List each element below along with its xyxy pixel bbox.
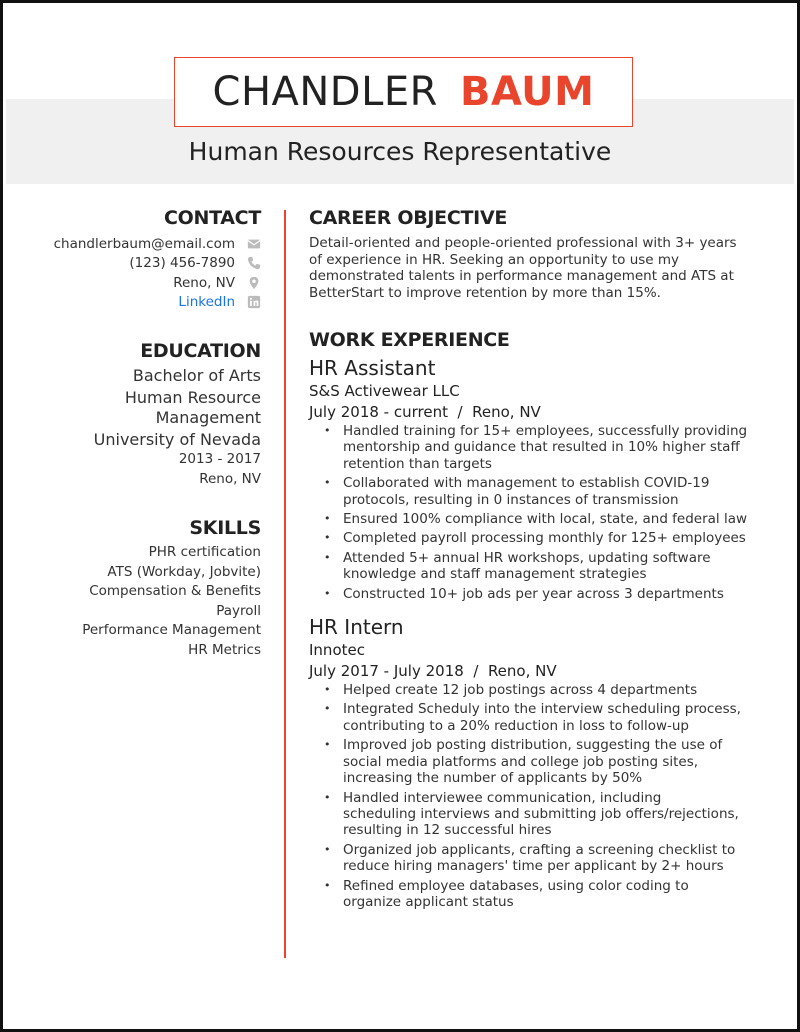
experience-heading: WORK EXPERIENCE — [309, 329, 510, 351]
bullet-item — [324, 423, 779, 472]
education-heading: EDUCATION — [140, 340, 261, 362]
linkedin-link[interactable]: LinkedIn — [178, 294, 235, 311]
skill-item: Performance Management — [82, 622, 261, 638]
bullet-item — [324, 475, 779, 508]
job-dates-location-1: July 2017 - July 2018 / Reno, NV — [309, 662, 557, 681]
objective-text — [309, 235, 779, 301]
objective-line: Detail-oriented and people-oriented professional with 3+ years — [309, 235, 737, 251]
bullet-line: • Refined employee databases, using color coding to — [343, 877, 689, 894]
job-entry — [309, 355, 779, 602]
bullet-line: protocols, resulting in 0 instances of transmission — [343, 491, 679, 508]
objective-line: of experience in HR. Seeking an opportunity to use my — [309, 251, 680, 268]
bullet-item — [324, 550, 779, 583]
first-name: CHANDLER — [212, 69, 438, 115]
email-text[interactable]: chandlerbaum@email.com — [53, 235, 235, 252]
objective-line: demonstrated talents in performance management and ATS at — [309, 268, 734, 284]
contact-phone — [23, 254, 261, 274]
location-text: Reno, NV — [173, 274, 235, 291]
bullet-item — [324, 842, 779, 875]
skill-item: Compensation & Benefits — [89, 583, 261, 599]
bullet-line: • Completed payroll processing monthly for 125+ employees — [343, 530, 746, 547]
bullet-line: • Handled interviewee communication, including — [343, 789, 662, 806]
job-bullets-1 — [324, 682, 779, 910]
bullet-line: increasing the number of applicants by 50% — [343, 770, 643, 787]
bullet-line: • Integrated Scheduly into the interview scheduling process, — [343, 701, 741, 718]
job-dates: July 2018 - current — [309, 403, 448, 421]
objective-heading: CAREER OBJECTIVE — [309, 207, 508, 229]
bullet-line: • Improved job posting distribution, suggesting the use of — [343, 737, 723, 754]
contact-location — [23, 273, 261, 293]
education-years: 2013 - 2017 — [178, 451, 261, 467]
bullet-line: organize applicant status — [343, 893, 514, 910]
linkedin-icon[interactable] — [235, 295, 261, 309]
bullet-line: mentorship and guidance that resulted in 10% higher staff — [343, 439, 740, 456]
bullet-line: • Helped create 12 job postings across 4 departments — [343, 682, 698, 699]
job-title-0: HR Assistant — [309, 356, 436, 380]
bullet-line: resulting in 12 successful hires — [343, 822, 552, 839]
job-entry — [309, 614, 779, 910]
skill-item: ATS (Workday, Jobvite) — [107, 563, 261, 580]
bullet-line: contributing to a 20% reduction in loss to follow-up — [343, 717, 690, 734]
skills-heading: SKILLS — [189, 517, 261, 539]
bullet-item — [324, 878, 779, 911]
skill-item: HR Metrics — [188, 641, 261, 658]
bullet-line: social media platforms and college job posting sites, — [343, 753, 699, 770]
job-dates-location-0: July 2018 - current / Reno, NV — [309, 403, 541, 421]
bullet-item — [324, 737, 779, 786]
location-pin-icon — [235, 276, 261, 290]
job-title: Human Resources Representative — [188, 137, 612, 166]
job-bullets-0 — [324, 423, 779, 602]
major-line-2: Management — [155, 408, 261, 427]
bullet-line: • Organized job applicants, crafting a screening checklist to — [343, 841, 736, 858]
phone-text: (123) 456-7890 — [129, 255, 235, 272]
last-name: BAUM — [459, 69, 595, 115]
bullet-line: knowledge and staff management strategies — [343, 566, 647, 583]
name-box — [174, 57, 633, 127]
contact-heading: CONTACT — [164, 207, 261, 229]
contact-email[interactable] — [23, 234, 261, 254]
bullet-item — [324, 586, 779, 602]
bullet-item — [324, 511, 779, 527]
school: University of Nevada — [93, 430, 261, 449]
job-title-1: HR Intern — [309, 615, 404, 640]
job-location: Reno, NV — [487, 662, 557, 681]
job-location: Reno, NV — [472, 403, 541, 421]
education-location: Reno, NV — [199, 470, 261, 487]
company-0: S&S Activewear LLC — [309, 382, 460, 400]
bullet-item — [324, 682, 779, 698]
column-divider — [284, 210, 286, 958]
degree: Bachelor of Arts — [132, 366, 261, 385]
bullet-line: • Collaborated with management to establish COVID-19 — [343, 475, 710, 492]
skill-item: Payroll — [216, 602, 261, 619]
bullet-line: reduce hiring managers' time per applicant by 2+ hours — [343, 858, 724, 875]
bullet-line: • Attended 5+ annual HR workshops, updating software — [343, 549, 711, 566]
phone-icon — [235, 256, 261, 270]
bullet-line: • Constructed 10+ job ads per year across 3 departments — [343, 585, 724, 602]
major-line-1: Human Resource — [124, 388, 261, 407]
skill-item: PHR certification — [148, 544, 261, 560]
right-column — [309, 207, 779, 913]
bullet-line: • Ensured 100% compliance with local, state, and federal law — [343, 511, 748, 528]
company-1: Innotec — [309, 641, 365, 660]
left-column — [23, 207, 261, 660]
job-dates: July 2017 - July 2018 — [309, 662, 464, 681]
bullet-line: • Handled training for 15+ employees, successfully providing — [343, 423, 748, 439]
contact-linkedin[interactable] — [23, 293, 261, 313]
objective-line: BetterStart to improve retention by more than 15%. — [309, 284, 661, 301]
envelope-icon — [235, 237, 261, 251]
bullet-line: retention than targets — [343, 455, 492, 472]
bullet-item — [324, 701, 779, 734]
bullet-item — [324, 790, 779, 839]
bullet-item — [324, 530, 779, 546]
bullet-line: scheduling interviews and submitting job offers/rejections, — [343, 805, 739, 822]
